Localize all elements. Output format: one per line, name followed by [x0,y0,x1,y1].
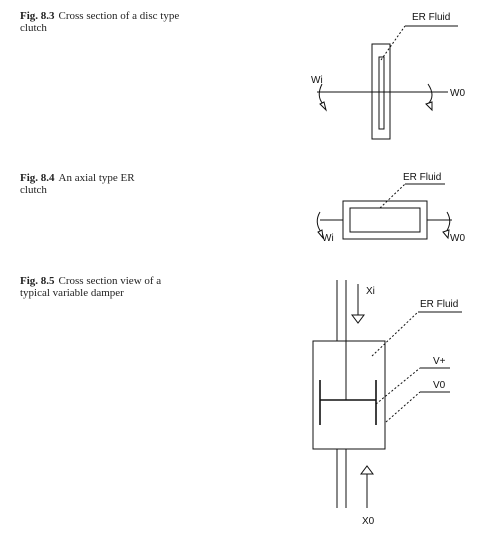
fig-8-5-number: Fig. 8.5 [20,275,55,287]
input-rotation-arrow [319,84,323,104]
damper-vzero-label: V0 [433,380,446,391]
output-arrow-head-icon [361,466,373,474]
axial-inner-rotor [350,208,420,232]
disc-clutch-input-label: Wi [311,75,323,86]
axial-output-rotation-arrow [446,212,450,232]
output-arrow-head-icon [426,102,432,110]
clutch-disc [379,57,384,129]
fluid-leader [372,312,418,356]
damper-output-label: X0 [362,516,375,527]
axial-fluid-leader [380,184,405,208]
axial-clutch-output-label: W0 [450,233,465,244]
axial-clutch-fluid-label: ER Fluid [403,172,442,183]
fig-8-4-number: Fig. 8.4 [20,172,55,184]
disc-clutch-diagram [317,26,458,139]
damper-cylinder [313,341,385,449]
output-rotation-arrow [428,84,432,104]
axial-output-arrow-head-icon [443,230,449,238]
damper-diagram [313,280,462,508]
vplus-leader [376,368,420,404]
damper-fluid-label: ER Fluid [420,299,459,310]
disc-clutch-fluid-label: ER Fluid [412,12,451,23]
input-arrow-head-icon [352,315,364,323]
disc-clutch-output-label: W0 [450,88,465,99]
vzero-leader [386,392,420,422]
fluid-leader [381,26,405,60]
fig-8-4-text: An axial type ER clutch [20,172,135,196]
axial-input-rotation-arrow [317,212,321,232]
input-arrow-head-icon [320,102,326,110]
fig-8-5-text: Cross section view of a typical variable damper [20,275,162,299]
axial-clutch-input-label: Wi [322,233,334,244]
fig-8-3-text: Cross section of a disc type clutch [20,10,180,34]
axial-outer-housing [343,201,427,239]
damper-vplus-label: V+ [433,356,446,367]
damper-input-label: Xi [366,286,375,297]
axial-clutch-diagram [317,184,452,239]
fig-8-3-number: Fig. 8.3 [20,10,55,22]
